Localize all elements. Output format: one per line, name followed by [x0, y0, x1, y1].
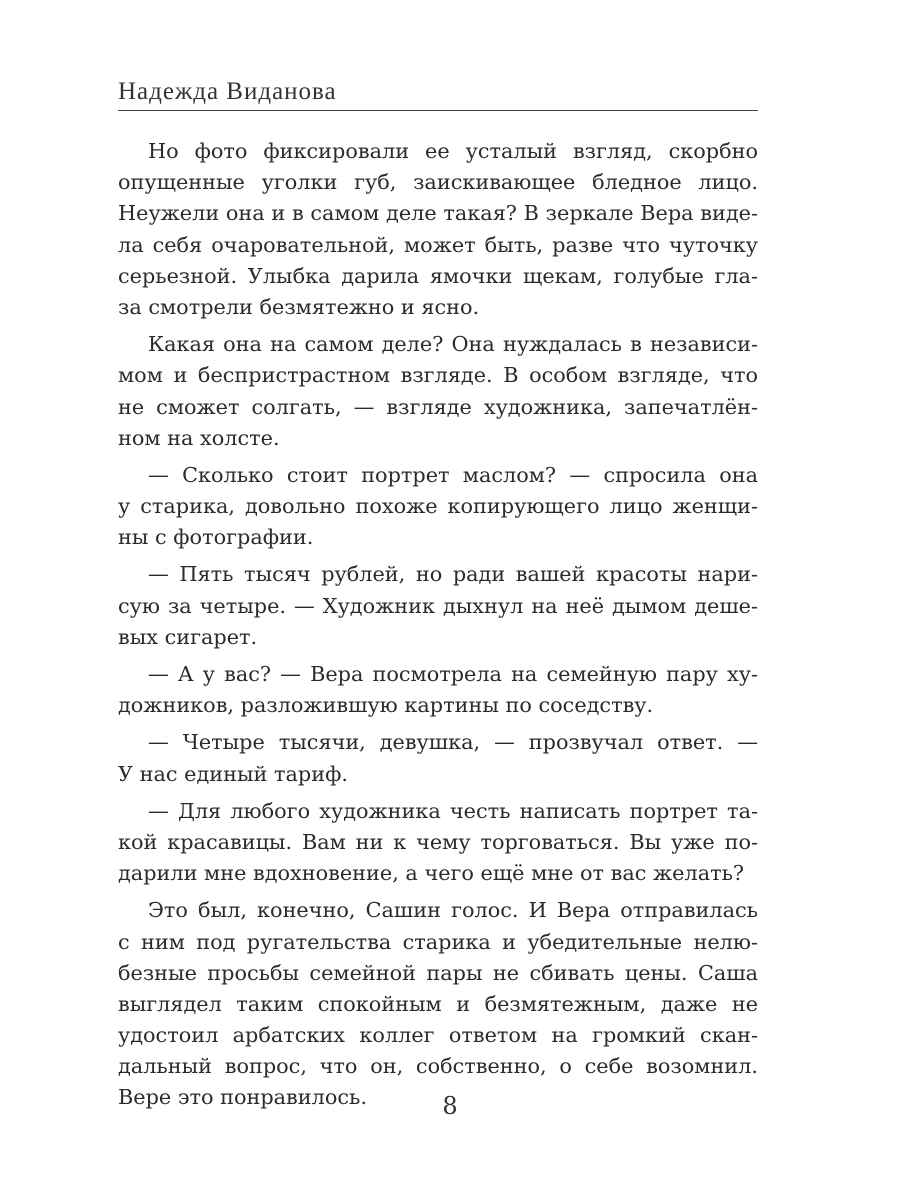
text-line: серьезной. Улыбка дарила ямочки щекам, голубые гла- [118, 263, 758, 288]
text-line: Это был, конечно, Сашин голос. И Вера отправилась [148, 898, 758, 923]
text-line: — Для любого художника честь написать портрет та- [148, 798, 758, 823]
text-line: Но фото фиксировали ее усталый взгляд, скорбно [148, 139, 758, 163]
text-line: ла себя очаровательной, может быть, разве что чуточку [118, 232, 758, 257]
text-line: с ним под ругательства старика и убедительные нелю- [118, 929, 758, 954]
text-line: Какая она на самом деле? Она нуждалась в независи- [148, 332, 758, 357]
text-line: мом и беспристрастном взгляде. В особом взгляде, что [118, 363, 758, 388]
text-line: дальный вопрос, что он, собственно, о себе возомнил. [118, 1054, 758, 1079]
text-line: у старика, довольно похоже копирующего лицо женщи- [118, 494, 758, 519]
body-text [118, 136, 758, 1120]
paragraph [118, 136, 758, 323]
running-head-author: Надежда Виданова [118, 78, 337, 105]
text-line: — Четыре тысячи, девушка, — прозвучал ответ. — [148, 730, 758, 755]
text-line: удостоил арбатских коллег ответом на громкий скан- [118, 1023, 758, 1048]
text-line: выглядел таким спокойным и безмятежным, даже не [118, 991, 758, 1016]
paragraph [118, 796, 758, 890]
text-line: вых сигарет. [118, 624, 258, 649]
text-line: не сможет солгать, — взгляде художника, запечатлён- [118, 394, 758, 419]
text-line: дарили мне вдохновение, а чего ещё мне от вас желать? [118, 861, 745, 886]
text-line: — Сколько стоит портрет маслом? — спросила она [148, 462, 758, 487]
text-line: за смотрели безмятежно и ясно. [118, 294, 480, 319]
paragraph [118, 895, 758, 1113]
paragraph [118, 460, 758, 554]
text-line: сую за четыре. — Художник дыхнул на неё дымом деше- [118, 593, 758, 618]
page-number: 8 [442, 1092, 458, 1120]
text-line: дожников, разложившую картины по соседству. [118, 693, 654, 718]
text-line: Неужели она и в самом деле такая? В зеркале Вера виде- [118, 201, 758, 226]
paragraph [118, 559, 758, 653]
header-rule [118, 110, 758, 111]
text-line: Вере это понравилось. [118, 1085, 367, 1110]
text-line: У нас единый тариф. [118, 761, 348, 786]
text-line: безные просьбы семейной пары не сбивать цены. Саша [118, 960, 758, 985]
paragraph [118, 329, 758, 454]
text-line: — Пять тысяч рублей, но ради вашей красоты нари- [148, 562, 758, 587]
paragraph [118, 659, 758, 721]
text-line: опущенные уголки губ, заискивающее бледное лицо. [118, 170, 758, 195]
text-line: ном на холсте. [118, 425, 280, 450]
text-line: кой красавицы. Вам ни к чему торговаться. Вы уже по- [118, 829, 758, 854]
text-line: — А у вас? — Вера посмотрела на семейную пару ху- [148, 662, 758, 686]
text-line: ны с фотографии. [118, 525, 314, 550]
paragraph [118, 727, 758, 789]
